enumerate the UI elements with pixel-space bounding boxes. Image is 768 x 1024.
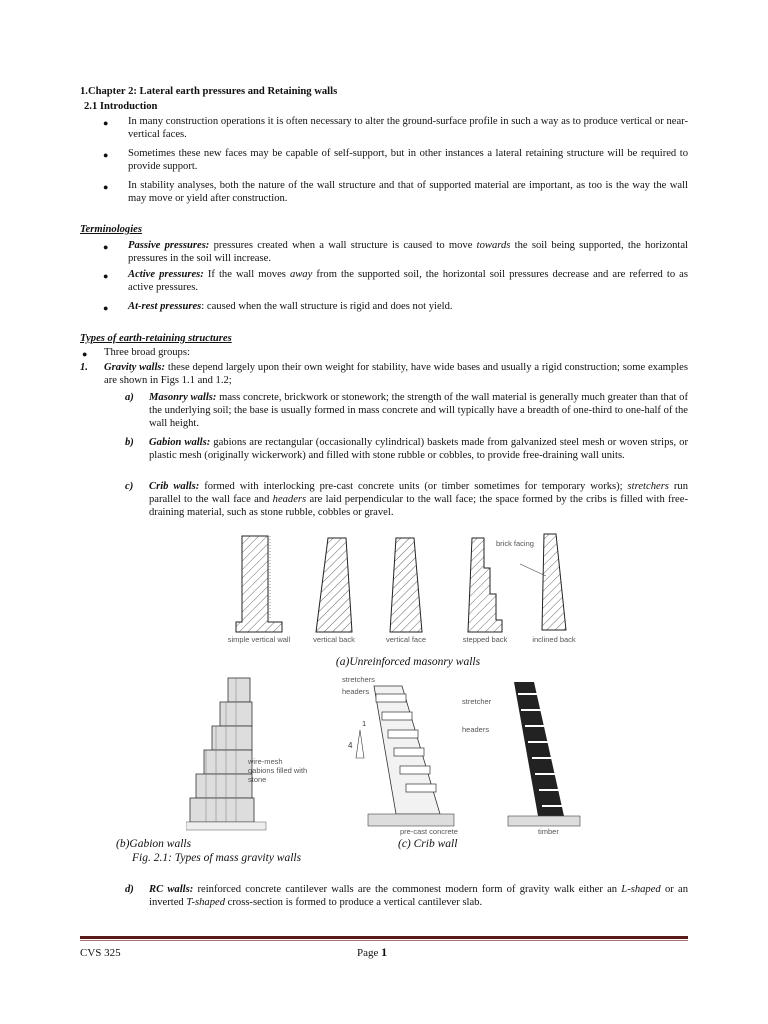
atrest-pressures-item bbox=[128, 300, 688, 313]
crib-em-b: headers bbox=[272, 494, 307, 505]
intro-bullet-3: In stability analyses, both the nature of the wall structure and that of supported material are important, as too is the way the wall may move or yield after construction. bbox=[128, 180, 688, 204]
rc-term: RC walls: bbox=[149, 884, 194, 895]
masonry-text: mass concrete, brickwork or stonework; the strength of the wall material is generally much greater than that of the underlying soil; the base is usually formed in mass concrete and will typically have a breadth of one-third to one-half of the wall height. bbox=[149, 392, 688, 429]
terminologies-title: Terminologies bbox=[80, 224, 142, 235]
masonry-walls-figure bbox=[228, 524, 588, 652]
types-title: Types of earth-retaining structures bbox=[80, 333, 232, 344]
vertical-back-wall-icon bbox=[316, 538, 352, 632]
masonry-term: Masonry walls: bbox=[149, 392, 217, 403]
caption-gabion: (b)Gabion walls bbox=[116, 838, 192, 850]
section-title: 2.1 Introduction bbox=[84, 101, 158, 112]
rc-text-c: cross-section is formed to produce a vertical cantilever slab. bbox=[225, 897, 483, 908]
chapter-title: 1.Chapter 2: Lateral earth pressures and Retaining walls bbox=[80, 86, 338, 97]
precast-crib-icon bbox=[356, 686, 454, 826]
timber-crib-icon bbox=[508, 682, 580, 826]
gravity-number: 1. bbox=[80, 362, 88, 373]
gabion-term: Gabion walls: bbox=[149, 437, 211, 448]
gabion-label: b) bbox=[125, 437, 134, 448]
rc-em-a: L-shaped bbox=[621, 884, 661, 895]
masonry-label: a) bbox=[125, 392, 134, 403]
crib-label: c) bbox=[125, 481, 134, 492]
stepped-back-wall-icon bbox=[468, 538, 502, 632]
footer-page-label: Page bbox=[357, 947, 382, 959]
gabion-walls-figure bbox=[186, 668, 316, 836]
masonry-label-vface: vertical face bbox=[385, 635, 427, 644]
bullet-icon: ● bbox=[82, 349, 88, 359]
active-pressures-item bbox=[128, 268, 688, 294]
intro-bullet-2: Sometimes these new faces may be capable of self-support, but in other instances a lateral retaining structure will be required to provide support. bbox=[128, 148, 688, 172]
crib-walls-figure bbox=[338, 668, 618, 836]
bullet-icon: ● bbox=[103, 150, 109, 160]
bullet-icon: ● bbox=[103, 303, 109, 313]
passive-em: towards bbox=[476, 240, 511, 251]
rc-label: d) bbox=[125, 884, 134, 895]
three-groups-text: Three broad groups: bbox=[104, 347, 190, 358]
caption-masonry: (a)Unreinforced masonry walls bbox=[335, 656, 481, 668]
passive-term: Passive pressures: bbox=[128, 240, 210, 251]
footer-course: CVS 325 bbox=[80, 947, 121, 959]
footer-rule-dark bbox=[80, 936, 688, 939]
crib-precast-label: pre-cast concrete bbox=[400, 827, 458, 836]
gabion-text: gabions are rectangular (occasionally cylindrical) baskets made from galvanized steel mesh or woven strips, or plastic mesh (originally wickerwork) and filled with stone rubble or cobbles, to provide free-draining wall units. bbox=[149, 437, 688, 461]
gravity-walls-item bbox=[104, 361, 688, 387]
gravity-term: Gravity walls: bbox=[104, 362, 166, 373]
gabion-figure-label: wire-mesh gabions filled with stone bbox=[248, 757, 308, 784]
rc-walls-item bbox=[149, 883, 688, 909]
inclined-back-wall-icon bbox=[520, 534, 566, 630]
gravity-text: these depend largely upon their own weight for stability, have wide bases and usually a rigid construction; some examples are shown in Figs 1.1 and 1.2; bbox=[104, 362, 688, 386]
masonry-label-inclined: inclined back bbox=[532, 635, 576, 644]
footer-page bbox=[357, 946, 387, 960]
figure-caption: Fig. 2.1: Types of mass gravity walls bbox=[132, 852, 302, 864]
crib-headers2-label: headers bbox=[462, 725, 490, 734]
passive-pressures-item bbox=[128, 239, 688, 265]
crib-walls-item bbox=[149, 480, 688, 519]
rc-text-a: reinforced concrete cantilever walls are the commonest modern form of gravity walk either an bbox=[193, 884, 622, 895]
active-em: away bbox=[289, 269, 313, 280]
active-text-a: If the wall moves bbox=[203, 269, 290, 280]
crib-text-a: formed with interlocking pre-cast concrete units (or timber sometimes for temporary works); bbox=[199, 481, 628, 492]
crib-text-c: are laid perpendicular to the wall face; the space formed by the cribs is filled with free-draining material, such as stone rubble, cobbles or gravel. bbox=[149, 494, 688, 518]
rc-text-b: or an inverted bbox=[149, 884, 688, 908]
gabion-walls-item bbox=[149, 436, 688, 462]
active-text-b: from the supported soil, the horizontal soil pressures decrease and are referred to as active pressures. bbox=[128, 269, 689, 293]
brick-facing-label: brick facing bbox=[496, 539, 534, 548]
bullet-icon: ● bbox=[103, 182, 109, 192]
crib-stretcher-label: stretcher bbox=[462, 697, 492, 706]
crib-text-b: run parallel to the wall face and bbox=[149, 481, 688, 505]
active-term: Active pressures: bbox=[128, 269, 204, 280]
atrest-text: : caused when the wall structure is rigid and does not yield. bbox=[201, 301, 453, 312]
footer-rule-light bbox=[80, 940, 688, 941]
footer-page-number: 1 bbox=[381, 945, 388, 959]
crib-em-a: stretchers bbox=[627, 481, 669, 492]
masonry-label-stepped: stepped back bbox=[462, 635, 508, 644]
atrest-term: At-rest pressures bbox=[128, 301, 202, 312]
caption-crib: (c) Crib wall bbox=[398, 838, 458, 850]
bullet-icon: ● bbox=[103, 118, 109, 128]
masonry-walls-item bbox=[149, 391, 688, 430]
masonry-label-simple: simple vertical wall bbox=[228, 635, 291, 644]
crib-headers-label: headers bbox=[342, 687, 370, 696]
masonry-label-vback: vertical back bbox=[313, 635, 355, 644]
crib-stretchers-label: stretchers bbox=[342, 675, 375, 684]
passive-text-a: pressures created when a wall structure is caused to move bbox=[209, 240, 477, 251]
simple-vertical-wall-icon bbox=[236, 536, 282, 632]
bullet-icon: ● bbox=[103, 242, 109, 252]
crib-ratio-top: 1 bbox=[362, 719, 367, 728]
bullet-icon: ● bbox=[103, 271, 109, 281]
crib-timber-label: timber bbox=[538, 827, 559, 836]
crib-term: Crib walls: bbox=[149, 481, 200, 492]
passive-text-b: the soil being supported, the horizontal pressures in the soil will increase. bbox=[128, 240, 688, 264]
intro-bullet-1: In many construction operations it is often necessary to alter the ground-surface profile in such a way as to produce vertical or near-vertical faces. bbox=[128, 116, 688, 140]
rc-em-b: T-shaped bbox=[186, 897, 226, 908]
vertical-face-wall-icon bbox=[390, 538, 422, 632]
crib-ratio-side: 4 bbox=[348, 741, 353, 750]
